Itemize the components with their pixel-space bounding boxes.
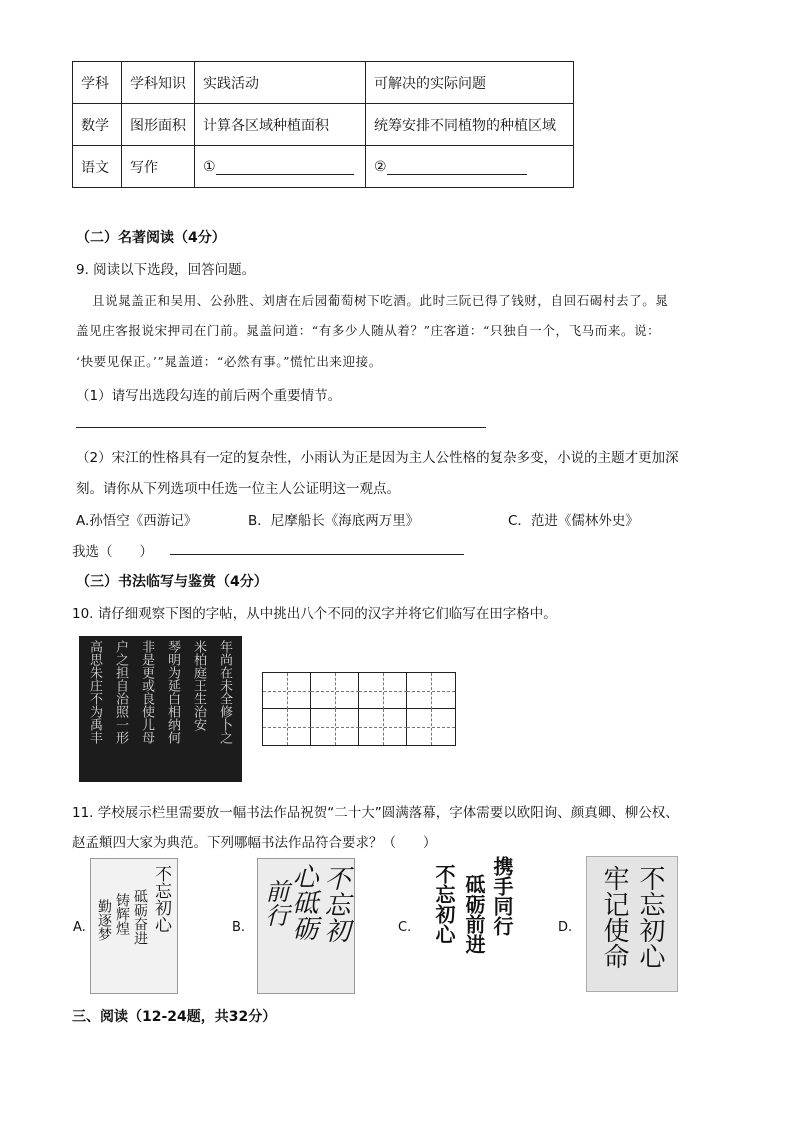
callig-col: 铸辉煌 (114, 893, 130, 935)
callig-col: 不忘初心 (432, 864, 456, 944)
passage-line: 盖见庄客报说宋押司在门前。晁盖问道：“有多少人随从着？”庄客道：“只独自一个，飞马而来。说： (76, 323, 661, 338)
callig-col: 心砥砺 (288, 863, 318, 941)
table-cell: 实践活动 (195, 62, 366, 104)
callig-col: 前行 (261, 879, 289, 927)
section-title-calligraphy: （三）书法临写与鉴赏（4分） (76, 574, 268, 590)
table-cell: 语文 (73, 146, 122, 188)
answer-blank-1[interactable] (216, 160, 354, 175)
passage-line: 且说晁盖正和吴用、公孙胜、刘唐在后园葡萄树下吃酒。此时三阮已得了钱财，自回石碣村去了。晁 (92, 293, 669, 308)
table-cell: 统筹安排不同植物的种植区域 (366, 104, 574, 146)
grid-cell[interactable] (263, 709, 311, 745)
callig-col: 不忘初心 (635, 865, 665, 969)
table-cell (195, 146, 366, 188)
sub-question-1: （1）请写出选段勾连的前后两个重要情节。 (76, 388, 342, 404)
grid-cell[interactable] (359, 709, 407, 745)
option-a: A.孙悟空《西游记》 (76, 513, 198, 529)
sub-question-2-line: 刻。请你从下列选项中任选一位主人公证明这一观点。 (76, 481, 400, 497)
grid-cell[interactable] (407, 709, 455, 745)
table-cell: 学科知识 (122, 62, 195, 104)
section-title-reading: 三、阅读（12-24题，共32分） (72, 1009, 277, 1025)
answer-line-2[interactable] (170, 554, 464, 555)
rubbing-column: 琴明为延白相纳何 (165, 640, 180, 744)
calligraphy-b-image (257, 858, 355, 994)
grid-cell[interactable] (311, 673, 359, 709)
callig-col: 不忘初心 (151, 865, 171, 933)
grid-cell[interactable] (263, 673, 311, 709)
table-cell (366, 146, 574, 188)
table-row (73, 104, 574, 146)
calligraphy-d-image (586, 856, 678, 992)
callig-col: 砥砺奋进 (132, 889, 148, 945)
activity-table (72, 61, 574, 188)
rubbing-column: 米柏庭王生治安 (191, 640, 206, 731)
grid-cell[interactable] (407, 673, 455, 709)
answer-line-1[interactable] (76, 427, 486, 428)
table-row (73, 62, 574, 104)
table-cell: 可解决的实际问题 (366, 62, 574, 104)
answer-blank-2[interactable] (387, 160, 527, 175)
passage-line: ‘快要见保正。’”晁盖道：“必然有事。”慌忙出来迎接。 (76, 354, 382, 369)
sub-question-2-line: （2）宋江的性格具有一定的复杂性，小雨认为正是因为主人公性格的复杂多变，小说的主题才更加深 (76, 450, 679, 466)
grid-cell[interactable] (311, 709, 359, 745)
section-title-famous-books: （二）名著阅读（4分） (76, 230, 226, 246)
option-label-c[interactable]: C. (398, 920, 412, 935)
callig-col: 牢记使命 (599, 865, 629, 969)
choose-label: 我选（ ） (72, 544, 153, 560)
question-11-line: 11. 学校展示栏里需要放一幅书法作品祝贺“二十大”圆满落幕，字体需要以欧阳询、颜真卿、柳公权、 (72, 805, 679, 821)
option-label-b[interactable]: B. (232, 920, 246, 935)
table-cell: 计算各区域种植面积 (195, 104, 366, 146)
calligraphy-c-image (424, 854, 520, 994)
grid-cell[interactable] (359, 673, 407, 709)
calligraphy-rubbing-image (79, 636, 242, 782)
option-c: C．范进《儒林外史》 (508, 513, 639, 529)
callig-col: 勤逐梦 (96, 899, 112, 941)
blank-label-1: ① (203, 158, 216, 175)
callig-col: 携手同行 (490, 856, 514, 936)
blank-label-2: ② (374, 158, 387, 175)
rubbing-column: 户之担自治照一形 (113, 640, 128, 744)
rubbing-column: 非是更或良使儿母 (139, 640, 154, 744)
table-cell: 数学 (73, 104, 122, 146)
option-label-a[interactable]: A. (73, 920, 86, 935)
tianzige-grid (262, 672, 456, 746)
rubbing-column: 年尚在未全修卜之 (217, 640, 232, 744)
table-cell: 写作 (122, 146, 195, 188)
option-b: B．尼摩船长《海底两万里》 (248, 513, 420, 529)
table-row (73, 146, 574, 188)
rubbing-column: 高思朱庄不为禹丰 (87, 640, 102, 744)
question-10: 10. 请仔细观察下图的字帖，从中挑出八个不同的汉字并将它们临写在田字格中。 (72, 606, 557, 622)
option-label-d[interactable]: D. (558, 920, 573, 935)
question-9: 9. 阅读以下选段，回答问题。 (76, 262, 256, 278)
table-cell: 图形面积 (122, 104, 195, 146)
calligraphy-a-image (90, 858, 178, 994)
question-11-line: 赵孟頫四大家为典范。下列哪幅书法作品符合要求？（ ） (72, 835, 437, 851)
callig-col: 不忘初 (320, 865, 350, 943)
callig-col: 砥砺前进 (462, 874, 486, 954)
table-cell: 学科 (73, 62, 122, 104)
